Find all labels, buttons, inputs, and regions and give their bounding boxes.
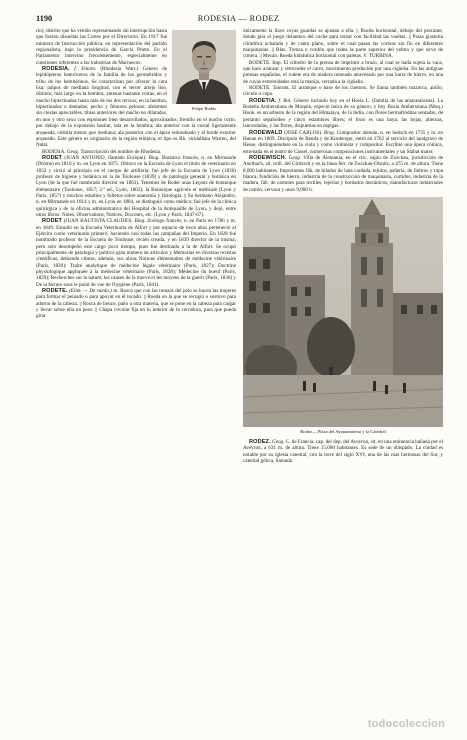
portrait-photo <box>172 30 236 104</box>
entry-text: Compositor alemán, n. en Seitsch en 1735 y m. en Hanau en 1809. Discípulo de Benda y de Kirnberger, entró en 1762 al servicio del landgrave de Hesse, distinguiéndose en la viola y como violinista y compositor. Escribió una ópera cómica, estrenada en el teatro de Cassel, numerosas composiciones instrumentales y un Stabat mater. <box>243 129 443 155</box>
portrait-image <box>172 30 236 104</box>
portrait-figure <box>172 30 236 112</box>
left-column <box>36 28 236 708</box>
right-column <box>243 28 443 710</box>
entry-tag: Biog. <box>148 154 160 161</box>
headword-rodete: RODETE. <box>42 288 68 295</box>
page-header <box>36 14 441 24</box>
headword-rodewisch: RODEWISCH. <box>249 154 287 161</box>
page-number: 1190 <box>36 14 53 23</box>
paragraph-rodes-continued: rio), distrito que ha venido representando sin interrupción hasta que fueron disueltas las Cortes por el Directorio. En 1917 fué ministro de Instrucción pública, en representación del partido regionalista, bajo la presidencia de García Prieto. En el Parlamento intervino frecuentemente, especialmente en cuestiones referentes a las industrias de Marruecos. <box>36 28 167 66</box>
street-photo <box>243 197 443 427</box>
paragraph-rodete-continued: únicamente la llave cuyas guardas se ajustan a ella. || Rueda horizontal, debajo del pescante, donde gira el juego delantero del coche para tomar con facilidad las vueltas. || Pieza giratoria cilíndrica achatada y de canto plano, sobre el cual pasan las correas sin fin en diferentes maquinarias. || Blas. Trenza o cordón que rodea la parte superior del yelmo y que sirve de cimera. || Mecán. Rueda hidráulica horizontal con paletas. V. TURBINA. <box>243 28 443 60</box>
entry-text: (Rhodesia Warr.) Género de lepidópteros heteróceros de la familia de los geométridos y tribu de los hemitérinos. Se caracterizan por ofrecer la cara lisa; palpos de mediana longitud, con el tercer artejo liso, distinto, más largo en la hembra; antenas bastante cortas, en el macho bipectinadas hasta más de los dos tercios; en la hembra, bipectinadas o dentadas; pecho y fémures pelosos; abdomen sin crestas apreciables, tibias anteriores del macho no dilatadas, en uno y otro sexo con espolones bien desarrollados, aproximados; frenillo en el macho corto, por debajo de la expansión basilar, tala en la hembra; ala anterior con la costal ligeramente arqueada, cédulla menor que mediana; ala posterior con el ápice redondeado y el borde exterior arqueado. Este género es originario de la región etiópica; el tipo es Rh. viridalbata Warren, del Natal. <box>36 66 236 149</box>
entry-rodete <box>36 288 236 320</box>
portrait-caption: Felipe Rodés <box>191 106 217 111</box>
watermark: todocoleccion <box>367 718 445 730</box>
entry-text: m. Rosca que con las trenzas del pelo se hacen las mujeres para formar el peinado o para apoyar en él tocado. || Rueda en la que se recogió o sostuvo para adorno de la cabeza. || Rosca de lienzo, paño u otra materia, que se pone en la cabeza para cargar y llevar sobre ella un peso. || Chapa circular fija en lo interior de la cerradura, para que pueda girar <box>36 288 236 320</box>
entry-text: Villa de Alemania, en el círc. sajón de Zwickau, jurisdicción de Auerbach, sit. orill. del Göltzsch y en la línea férr. de Zwickau-Olsnitz, a 475 m. de altura. Tiene 8,000 habitantes. Importantes fáb. de hilados de lana cardada, tejidos, pañería, de fieltros y ropa blanca, fundición de hierro, industria de la construcción de maquinaria, curtidos, industria de la madera, fáb. de cartones para textiles, tejerías y bordados mecánicos, manufacturas industriales de cartón, cerveza y unos 9,000 h. <box>243 154 443 193</box>
cathedral-square-image <box>243 197 443 427</box>
entry-tag: Geog. <box>288 154 302 161</box>
entry-tag: Biog. <box>134 218 146 225</box>
street-photo-figure <box>243 197 443 435</box>
headword-rodetia: RODETIA. <box>249 97 277 104</box>
entry-rodesia-geog: RODESIA. Geog. Transcripción del nombre de Rhodesia. <box>42 148 162 155</box>
entry-name: (JUAN ANTONIO, llamado Enrique). <box>64 154 147 161</box>
entry-rodewisch <box>243 155 443 193</box>
entry-rodetia <box>243 98 443 130</box>
entry-tag: f. Entom. <box>74 66 96 73</box>
headword-rodesia: RODESIA. <box>42 66 70 73</box>
headword-rodet: RODET <box>42 154 63 161</box>
entry-rodet-juan-antonio <box>36 155 236 218</box>
entry-text: C. de Francia, cap. del dep. del Aveyron, sit. en una eminencia bañada por el Aveyron, a 631 m. de altura. Tiene 15,000 habitantes. Es sede de un obispado. La ciudad es notable por su iglesia catedral, con la torre del siglo XVI, una de las más hermosas del Sur, y catedral gótica, llamada <box>243 438 443 464</box>
entry-name: (JOSÉ CARLOS). <box>284 129 323 136</box>
entry-tag: Geog. <box>272 438 285 445</box>
entry-text: Género incluido hoy en el Bosia L. (familia de las amarantáceas). La Rodetia Amherstiana de Moquin, especie única de su género, y hoy Bosia Amherstiana (Moq.) Hook. es un arbusto de la región del Himalaya, de la India, con flores hermafroditas sentadas, de perianto sepaloideo y cinco estambres libres; el fruto es una baya; las hojas, alternas, lanceoladas, y las flores, dispuestas en espigas. <box>243 97 443 130</box>
street-photo-caption: Rodez.—Plaza del Ayuntamiento y la Catedral <box>300 428 386 434</box>
headword-rodet: RODET <box>42 218 63 225</box>
entry-rodet-juan-bautista <box>36 218 236 288</box>
running-title: RODESIA — RODEZ <box>197 14 280 23</box>
entry-text: Botánico francés, n. en Mirmande (Drôme) en 1810 y m. en Lyon en 1875. Obtuvo en la Escuela de Lyon el título de veterinario en 1832 y sirvió al principio en el cuerpo de artillería; fué jefe de la Escuela de Lyon (1836) profesor de higiene y botánica en la de Toulouse (1839) y de patología general y botánica en Lyon (de la que fué nombrado director en 1863). Tenemos de Rodet unas Leçons de botanique élémentaire (Toulouse, 1857; 2.ª ed., Lyon, 1862); la Botanique agricole et médicale (Lyon y París, 1857) y muchos estudios y folletos sobre anatomía y fisiología. || Su hermano Alejandro, n. en Mirmande en 1814 y m. en Lyon en 1884, se distinguió como médico; fué jefe de la clínica quirúrgica y de la oficina administrativa del Hospital de la Antiquaille de Lyon, y dejó, entre otros libros: Notes, Observations, Notices, Discours, etc. (Lyon y París, 1847-67). <box>36 154 236 218</box>
entry-tag: Biog. <box>324 129 336 136</box>
headword-rodewald: RODEWALD <box>249 129 283 136</box>
entry-text: Zoólogo francés, n. en París en 1786 y m. en 1849. Estudió en la Escuela Veterinaria de Alfort y por espacio de trece años perteneció al Ejército como veterinario primero, haciendo casi todas las campañas del Imperio. En 1828 fué nombrado profesor de la Escuela de Toulouse, recién creada, y en 1839 director de la misma; pero solo desempeñó este cargo poco tiempo, pues fué destinado a la de Alfort. Se ocupó principalmente de patología y publicó gran número de artículos y Memorias en diversas revistas científicas, debiendo citarse, además, sus obras Notions élémentaires de médecine vétérinaire (París, 1820); Traité analytique de médecine légale vétérinaire (París, 1827); Doctrine physiologique appliquée à la médecine vétérinaire (París, 1828); Médecine du boeuf (París, 1829); Recherches sur la nature, les causes de la morve et les moyens de la guérir (París, 1830) y De la ferrure sous le point de vue de l'hygiène (París, 1841). <box>36 218 236 288</box>
entry-tag: f. Bot. <box>278 97 292 104</box>
entry-rodewald <box>243 130 443 155</box>
entry-name: (JUAN BAUTISTA CLAUDIO). <box>63 218 133 225</box>
entry-rodete-imp: RODETE. Imp. El cilindro de la prensa de imprimir a brazo, al cual se halla sujeta la vaca, que hace avanzar y retroceder el carro, movimiento producido por una cigüeña. En las antiguas prensas españolas, el rodete era de madera tomeado atravesado por una barra de hierro, en una de cuyas extremidades está la manija, cerrada a la cigüeña. <box>243 59 443 85</box>
entry-rodete-taurom: RODETE. Taurom. El arranque o base de los cuernos. Se llama también mazorca, anillo, círculo o cepa. <box>243 85 443 98</box>
entry-tag: (Etim. — De rueda.) <box>69 288 112 295</box>
headword-rodez: RODEZ. <box>249 438 271 445</box>
